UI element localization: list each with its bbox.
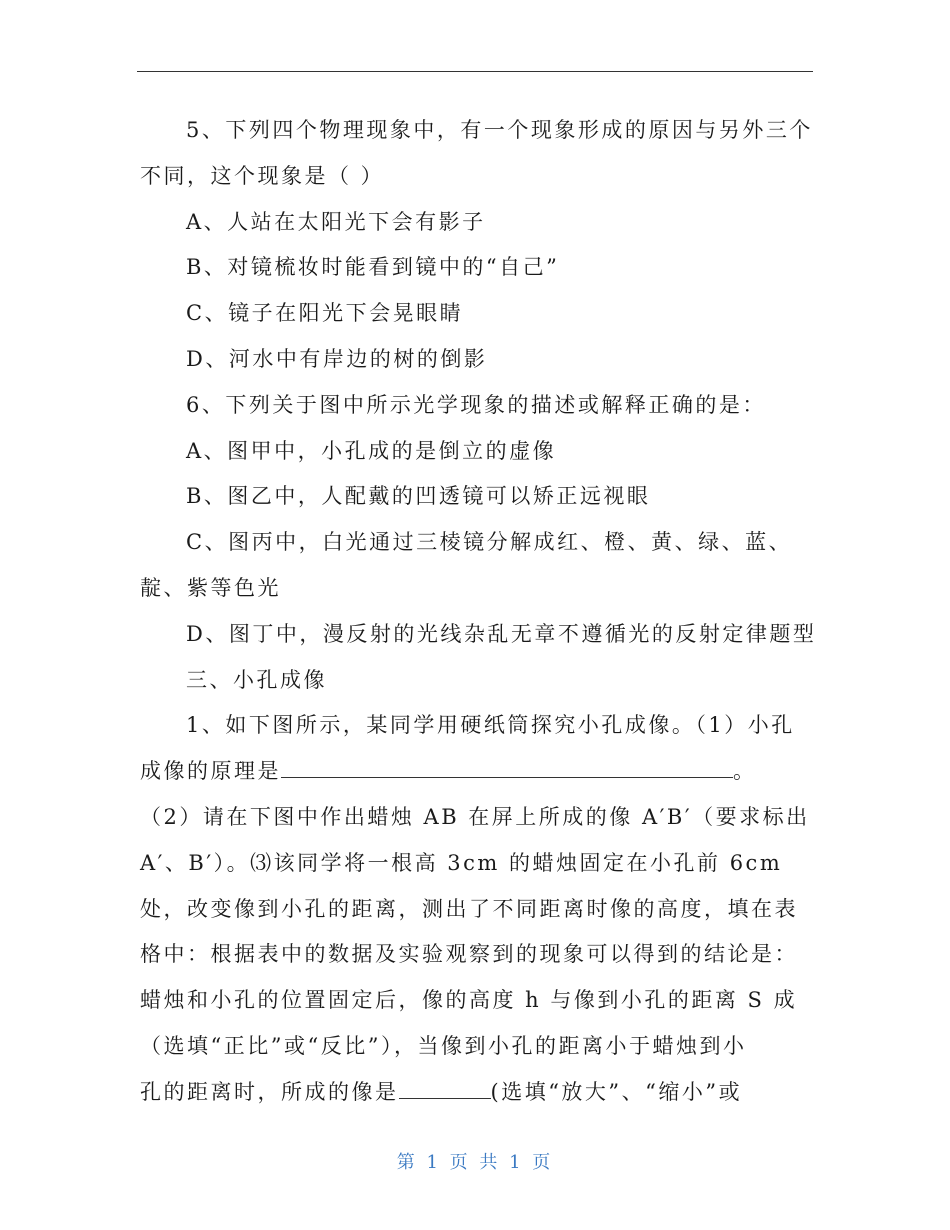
pinhole-question-stem: 1、如下图所示，某同学用硬纸筒探究小孔成像。（1）小孔 [186, 713, 795, 738]
question-5-option-a: A、人站在太阳光下会有影子 [186, 209, 486, 234]
pinhole-part-3-cont-1: 处，改变像到小孔的距离，测出了不同距离时像的高度，填在表 [140, 896, 798, 921]
question-6-option-b: B、图乙中，人配戴的凹透镜可以矫正远视眼 [186, 484, 651, 509]
pinhole-principle-text: 成像的原理是 [140, 759, 281, 784]
pinhole-principle-end: 。 [733, 759, 757, 784]
header-rule [137, 71, 813, 72]
question-6-option-c: C、图丙中，白光通过三棱镜分解成红、橙、黄、绿、蓝、 [186, 530, 793, 555]
pinhole-part-3-cont-2: 格中：根据表中的数据及实验观察到的现象可以得到的结论是： [140, 942, 798, 967]
pinhole-image-options: (选填“放大”、“缩小”或 [490, 1079, 743, 1104]
question-6-option-c-cont: 靛、紫等色光 [140, 575, 281, 600]
question-5-option-c: C、镜子在阳光下会晃眼睛 [186, 301, 464, 326]
question-5-option-d: D、河水中有岸边的树的倒影 [186, 346, 488, 371]
pinhole-part-3-cont-3: 蜡烛和小孔的位置固定后，像的高度 h 与像到小孔的距离 S 成 [140, 988, 798, 1013]
pinhole-part-3-cont-4: （选填“正比”或“反比”），当像到小孔的距离小于蜡烛到小 [140, 1033, 747, 1058]
question-5-stem-cont: 不同，这个现象是（ ） [140, 163, 385, 188]
pinhole-part-3-cont-5 [140, 1070, 812, 1116]
page-footer: 第 1 页 共 1 页 [396, 1152, 554, 1173]
pinhole-part-3: A′、B′）。⑶该同学将一根高 3cm 的蜡烛固定在小孔前 6cm [140, 850, 783, 875]
answer-blank-image[interactable] [399, 1071, 491, 1099]
question-6-stem: 6、下列关于图中所示光学现象的描述或解释正确的是： [186, 392, 766, 417]
question-6-option-d: D、图丁中，漫反射的光线杂乱无章不遵循光的反射定律题型 [186, 621, 817, 646]
question-5-stem: 5、下列四个物理现象中，有一个现象形成的原因与另外三个 [186, 118, 813, 142]
answer-blank-principle[interactable] [281, 750, 733, 778]
pinhole-principle-line [140, 749, 812, 795]
pinhole-part-2: （2）请在下图中作出蜡烛 AB 在屏上所成的像 A′B′（要求标出 [140, 804, 810, 829]
document-body [140, 108, 817, 1116]
section-heading: 三、小孔成像 [186, 667, 327, 692]
pinhole-image-text: 孔的距离时，所成的像是 [140, 1079, 399, 1104]
question-5-option-b: B、对镜梳妆时能看到镜中的“自己” [186, 255, 560, 280]
question-6-option-a: A、图甲中，小孔成的是倒立的虚像 [186, 438, 557, 463]
